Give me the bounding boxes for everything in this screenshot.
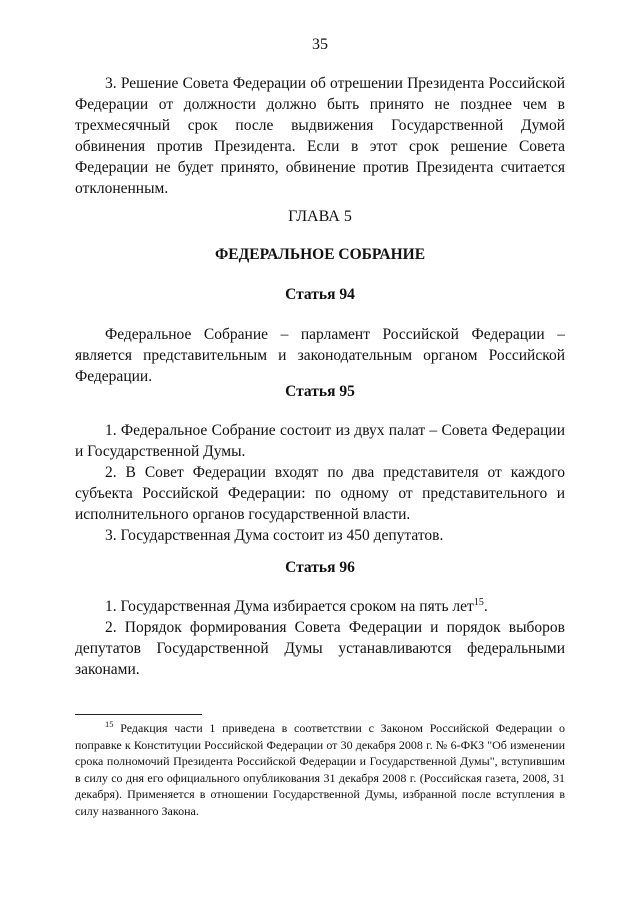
chapter-title: ФЕДЕРАЛЬНОЕ СОБРАНИЕ [214,246,426,263]
article-95-heading: Статья 95 [285,383,355,400]
article-95-paragraph-2: 2. В Совет Федерации входят по два представителя от каждого субъекта Российской Федерации: по одному от представительного и исполнительного органов государственной власти. [75,464,565,523]
article-94-paragraph: Федеральное Собрание – парламент Российской Федерации – является представительным и законодательным органом Российской Федерации. [75,326,565,385]
footnote-mark: 15 [105,719,114,729]
article-95-body [75,420,565,546]
paragraph-impeachment-decision: 3. Решение Совета Федерации об отрешении Президента Российской Федерации от должности должно быть принято не позднее чем в трехмесячный срок после выдвижения Государственной Думой обвинения против Президента. Если в этот срок решение Совета Федерации не будет принято, обвинение против Президента считается отклоненным. [75,75,565,197]
footnote-paragraph [75,720,565,819]
chapter-number: ГЛАВА 5 [288,208,352,225]
article-94-heading: Статья 94 [285,286,355,303]
footnote-text: Редакция части 1 приведена в соответствии с Законом Российской Федерации о поправке к Конституции Российской Федерации от 30 декабря 2008 г. № 6-ФКЗ "Об изменении срока полномочий Президента Российской Федерации и Государственной Думы", вступившим в силу со дня его официального опубликования 31 декабря 2008 г. (Российская газета, 2008, 31 декабря). Применяется в отношении Государственной Думы, избранной после вступления в силу названного Закона. [75,721,566,818]
article-96-paragraph-1 [75,596,565,617]
article-95-paragraph-3: 3. Государственная Дума состоит из 450 депутатов. [105,527,444,544]
intro-section [75,73,565,199]
article-96-heading: Статья 96 [285,559,355,576]
page-number: 35 [312,36,328,53]
article-96-paragraph-1-text: 1. Государственная Дума избирается сроком на пять лет [105,598,474,615]
footnote-divider [75,714,202,715]
article-96-paragraph-2: 2. Порядок формирования Совета Федерации и порядок выборов депутатов Государственной Думы устанавливаются федеральными законами. [75,619,565,678]
footnote-15 [75,720,565,819]
article-95-paragraph-1: 1. Федеральное Собрание состоит из двух палат – Совета Федерации и Государственной Думы. [75,422,565,460]
footnote-reference-15[interactable]: 15 [473,596,484,608]
article-96-body [75,596,565,680]
article-96-paragraph-1-tail: . [483,598,488,615]
article-94-body [75,324,565,387]
